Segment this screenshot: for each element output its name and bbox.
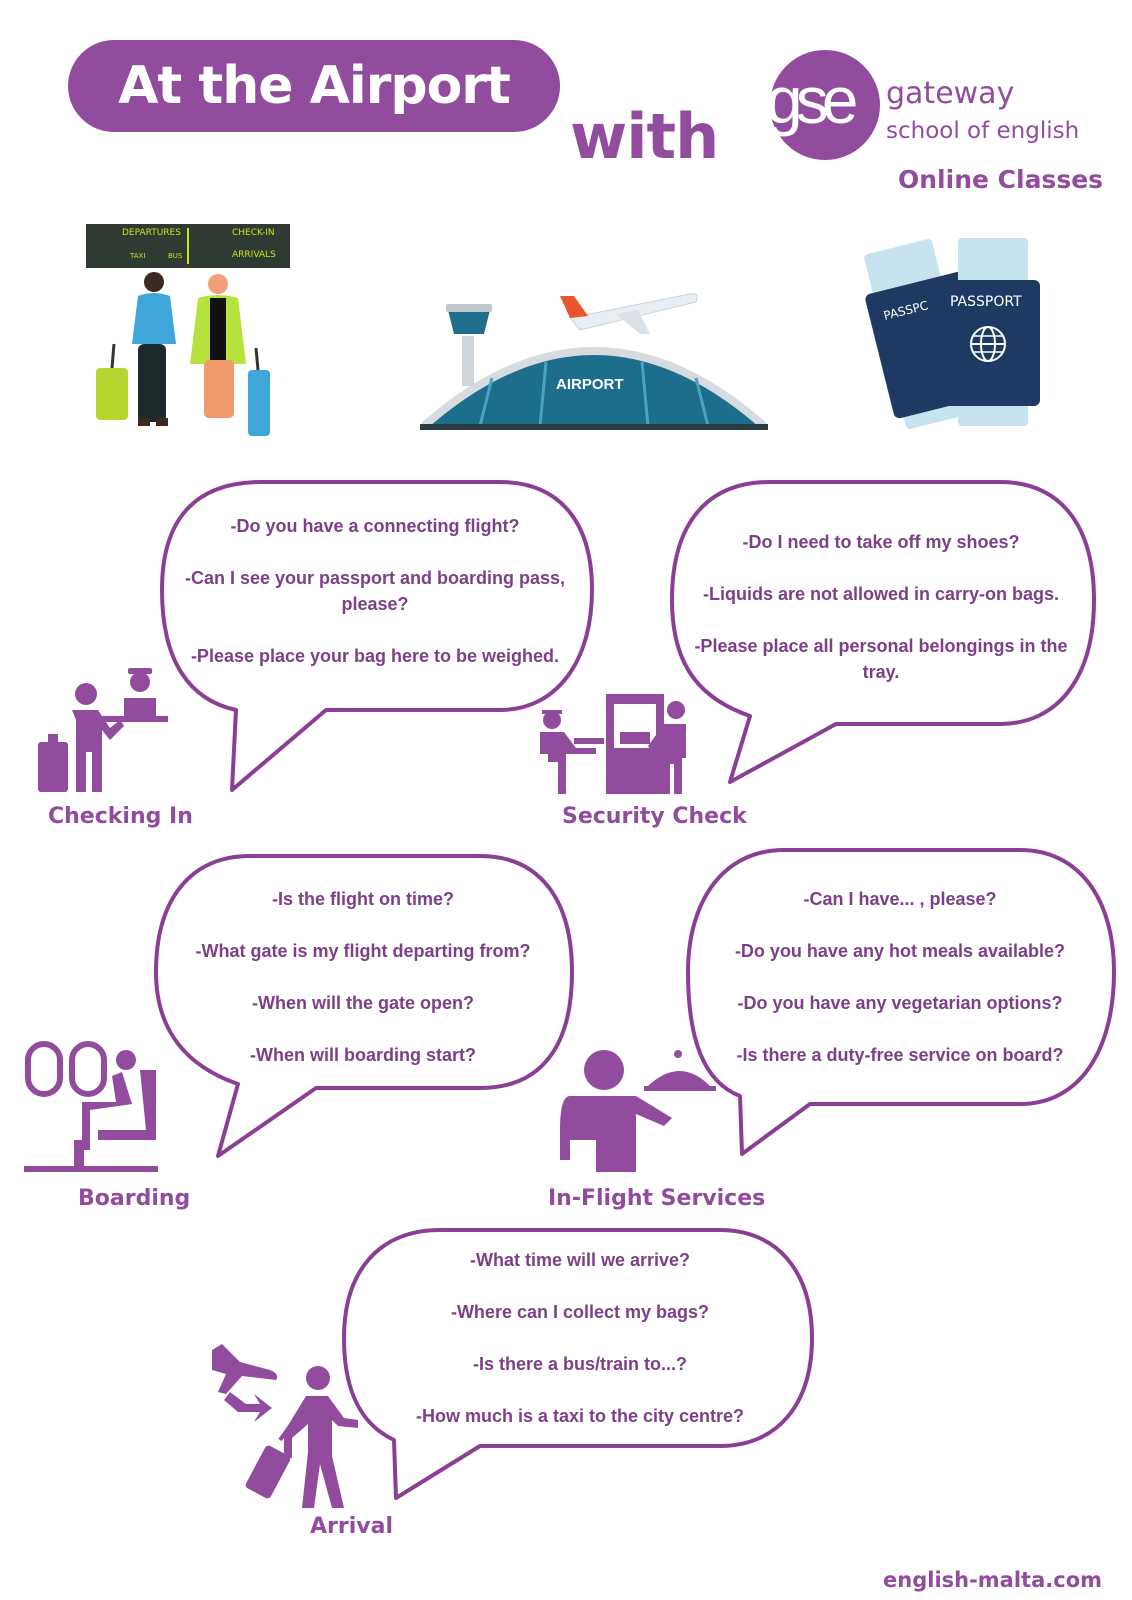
in-flight-service-icon (550, 1046, 720, 1172)
boarding-icon (24, 1040, 164, 1174)
phrase: -Please place your bag here to be weighed. (190, 646, 560, 666)
inflight-phrases (698, 886, 1102, 1068)
checking-in-icon (34, 664, 174, 794)
label-boarding: Boarding (78, 1186, 191, 1211)
phrase: -Do you have a connecting flight? (230, 516, 520, 536)
logo-school-of-english: school of english (886, 118, 1080, 144)
page-title: At the Airport (68, 40, 560, 132)
online-classes: Online Classes (898, 165, 1104, 194)
label-arrival: Arrival (310, 1514, 393, 1539)
board-checkin: CHECK-IN (232, 228, 275, 238)
security-check-icon (530, 690, 700, 794)
phrase: -Please place all personal belongings in the tray. (694, 636, 1068, 682)
airport-sign: AIRPORT (556, 376, 624, 393)
phrase: -When will the gate open? (252, 993, 474, 1013)
board-taxi: TAXI (130, 252, 146, 260)
arrival-icon (210, 1340, 370, 1510)
passport-back-label: PASSPC (882, 298, 930, 323)
phrase: -When will boarding start? (250, 1045, 476, 1065)
phrase: -Do I need to take off my shoes? (742, 532, 1020, 552)
label-in-flight-services: In-Flight Services (548, 1186, 766, 1211)
phrase: -Liquids are not allowed in carry-on bags. (702, 584, 1060, 604)
label-checking-in: Checking In (48, 804, 193, 829)
arrival-phrases (380, 1247, 780, 1429)
passport-front-label: PASSPORT (950, 294, 1022, 310)
phrase: -How much is a taxi to the city centre? (415, 1406, 745, 1426)
logo-mark: gse (766, 63, 852, 137)
phrase: -Do you have any vegetarian options? (737, 993, 1063, 1013)
board-arrivals: ARRIVALS (232, 250, 276, 260)
footer-website[interactable]: english-malta.com (883, 1568, 1102, 1592)
security-phrases (684, 529, 1078, 685)
board-bus: BUS (168, 252, 183, 260)
phrase: -Where can I collect my bags? (450, 1302, 710, 1322)
phrase: -What time will we arrive? (469, 1250, 691, 1270)
board-departures: DEPARTURES (122, 228, 181, 238)
checking-in-phrases (172, 513, 578, 669)
phrase: -Do you have any hot meals available? (734, 941, 1066, 961)
phrase: -Is there a duty-free service on board? (736, 1045, 1064, 1065)
phrase: -Is there a bus/train to...? (472, 1354, 688, 1374)
phrase: -Can I see your passport and boarding pass, please? (184, 568, 566, 614)
phrase: -Is the flight on time? (272, 889, 454, 909)
phrase: -What gate is my flight departing from? (195, 941, 531, 961)
label-security-check: Security Check (562, 804, 747, 829)
with-text: with (570, 100, 719, 173)
phrase: -Can I have... , please? (803, 889, 997, 909)
logo-gateway: gateway (886, 76, 1015, 111)
boarding-phrases (168, 886, 558, 1068)
